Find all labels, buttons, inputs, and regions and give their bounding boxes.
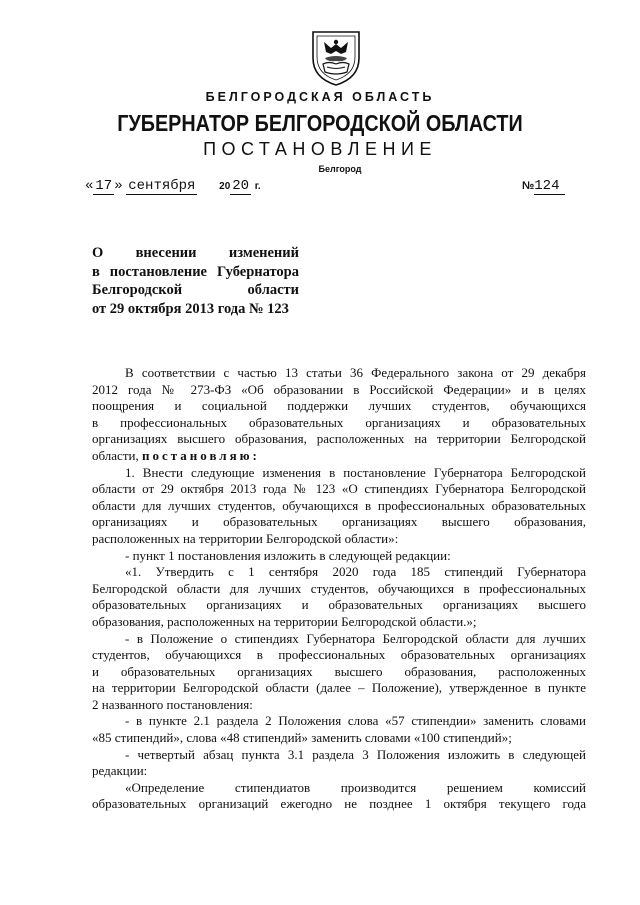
body-line-decree — [92, 448, 586, 465]
date-open-quote: « — [85, 178, 94, 194]
title-line: О внесении изменений — [92, 245, 299, 261]
date-close-quote: » — [114, 178, 123, 194]
document-title — [92, 244, 299, 318]
body-line: поощрения и социальной поддержки лучших студентов, обучающихся — [92, 398, 586, 414]
body-line: редакции: — [92, 763, 148, 779]
document-type: ПОСТАНОВЛЕНИЕ — [203, 139, 437, 159]
body-line: образования, расположенных на территории Белгородской области.»; — [92, 613, 477, 629]
title-line: Белгородской области — [92, 282, 299, 298]
number-value: 124 — [534, 178, 565, 195]
body-line: 2012 года № 273-ФЗ «Об образовании в Российской Федерации» и в целях — [92, 381, 586, 397]
body-line: - в Положение о стипендиях Губернатора Белгородской области для лучших — [125, 630, 586, 646]
document-body — [92, 365, 586, 813]
body-line: - четвертый абзац пункта 3.1 раздела 3 Положения изложить в следующей — [125, 746, 586, 762]
date-year-abbr: г. — [254, 181, 261, 192]
title-line: в постановление Губернатора — [92, 263, 299, 280]
body-line: «1. Утвердить с 1 сентября 2020 года 185 стипендий Губернатора — [125, 564, 586, 580]
body-line: - пункт 1 постановления изложить в следующей редакции: — [125, 547, 451, 563]
body-line: образовательных организаций ежегодно не позднее 1 октября текущего года — [92, 796, 586, 812]
title-line: от 29 октября 2013 года № 123 — [92, 300, 289, 317]
body-line: - в пункте 2.1 раздела 2 Положения слова «57 стипендии» заменить словами — [125, 713, 586, 729]
body-line: организациях и образовательных организациях высшего образования, — [92, 514, 586, 530]
body-line: «85 стипендий», слова «48 стипендий» заменить словами «100 стипендий»; — [92, 730, 512, 746]
document-date — [85, 177, 261, 194]
body-line: 2 названного постановления: — [92, 696, 253, 712]
city-name: Белгород — [318, 164, 362, 174]
body-line: расположенных на территории Белгородской области»: — [92, 530, 399, 546]
body-line: в профессиональных образовательных организациях и образовательных — [92, 414, 586, 430]
region-name: БЕЛГОРОДСКАЯ ОБЛАСТЬ — [205, 90, 435, 104]
date-month: сентября — [128, 178, 196, 194]
date-year-suffix: 20 — [232, 178, 250, 194]
decree-prefix: области, — [92, 447, 139, 463]
body-line: Белгородской области для лучших студентов, обучающихся в профессиональных — [92, 580, 586, 596]
body-line: и образовательных организациях высшего образования, расположенных — [92, 663, 586, 679]
body-line: на территории Белгородской области (далее – Положение), утвержденное в пункте — [92, 680, 586, 696]
body-line: образовательных организациях и образовательных организациях высшего — [92, 597, 586, 613]
decree-word: постановляю: — [141, 447, 260, 463]
body-line: студентов, обучающихся в профессиональных образовательных организациях — [92, 647, 586, 663]
number-label: № — [522, 180, 535, 192]
date-day: 17 — [95, 178, 113, 194]
body-line: «Определение стипендиатов производится решением комиссий — [125, 779, 586, 795]
body-line: области от 29 октября 2013 года № 123 «О стипендиях Губернатора Белгородской — [92, 481, 586, 497]
body-line: области для лучших студентов, обучающихся в профессиональных образовательных — [92, 497, 586, 513]
body-line: 1. Внести следующие изменения в постановление Губернатора Белгородской — [125, 464, 586, 480]
issuer-title: ГУБЕРНАТОР БЕЛГОРОДСКОЙ ОБЛАСТИ — [117, 110, 523, 136]
body-line: В соответствии с частью 13 статьи 36 Федерального закона от 29 декабря — [125, 365, 586, 380]
document-number — [522, 177, 565, 194]
coat-of-arms-icon — [309, 28, 363, 88]
body-line: организациях высшего образования, расположенных на территории Белгородской — [92, 431, 586, 447]
date-year-prefix: 20 — [219, 181, 231, 192]
